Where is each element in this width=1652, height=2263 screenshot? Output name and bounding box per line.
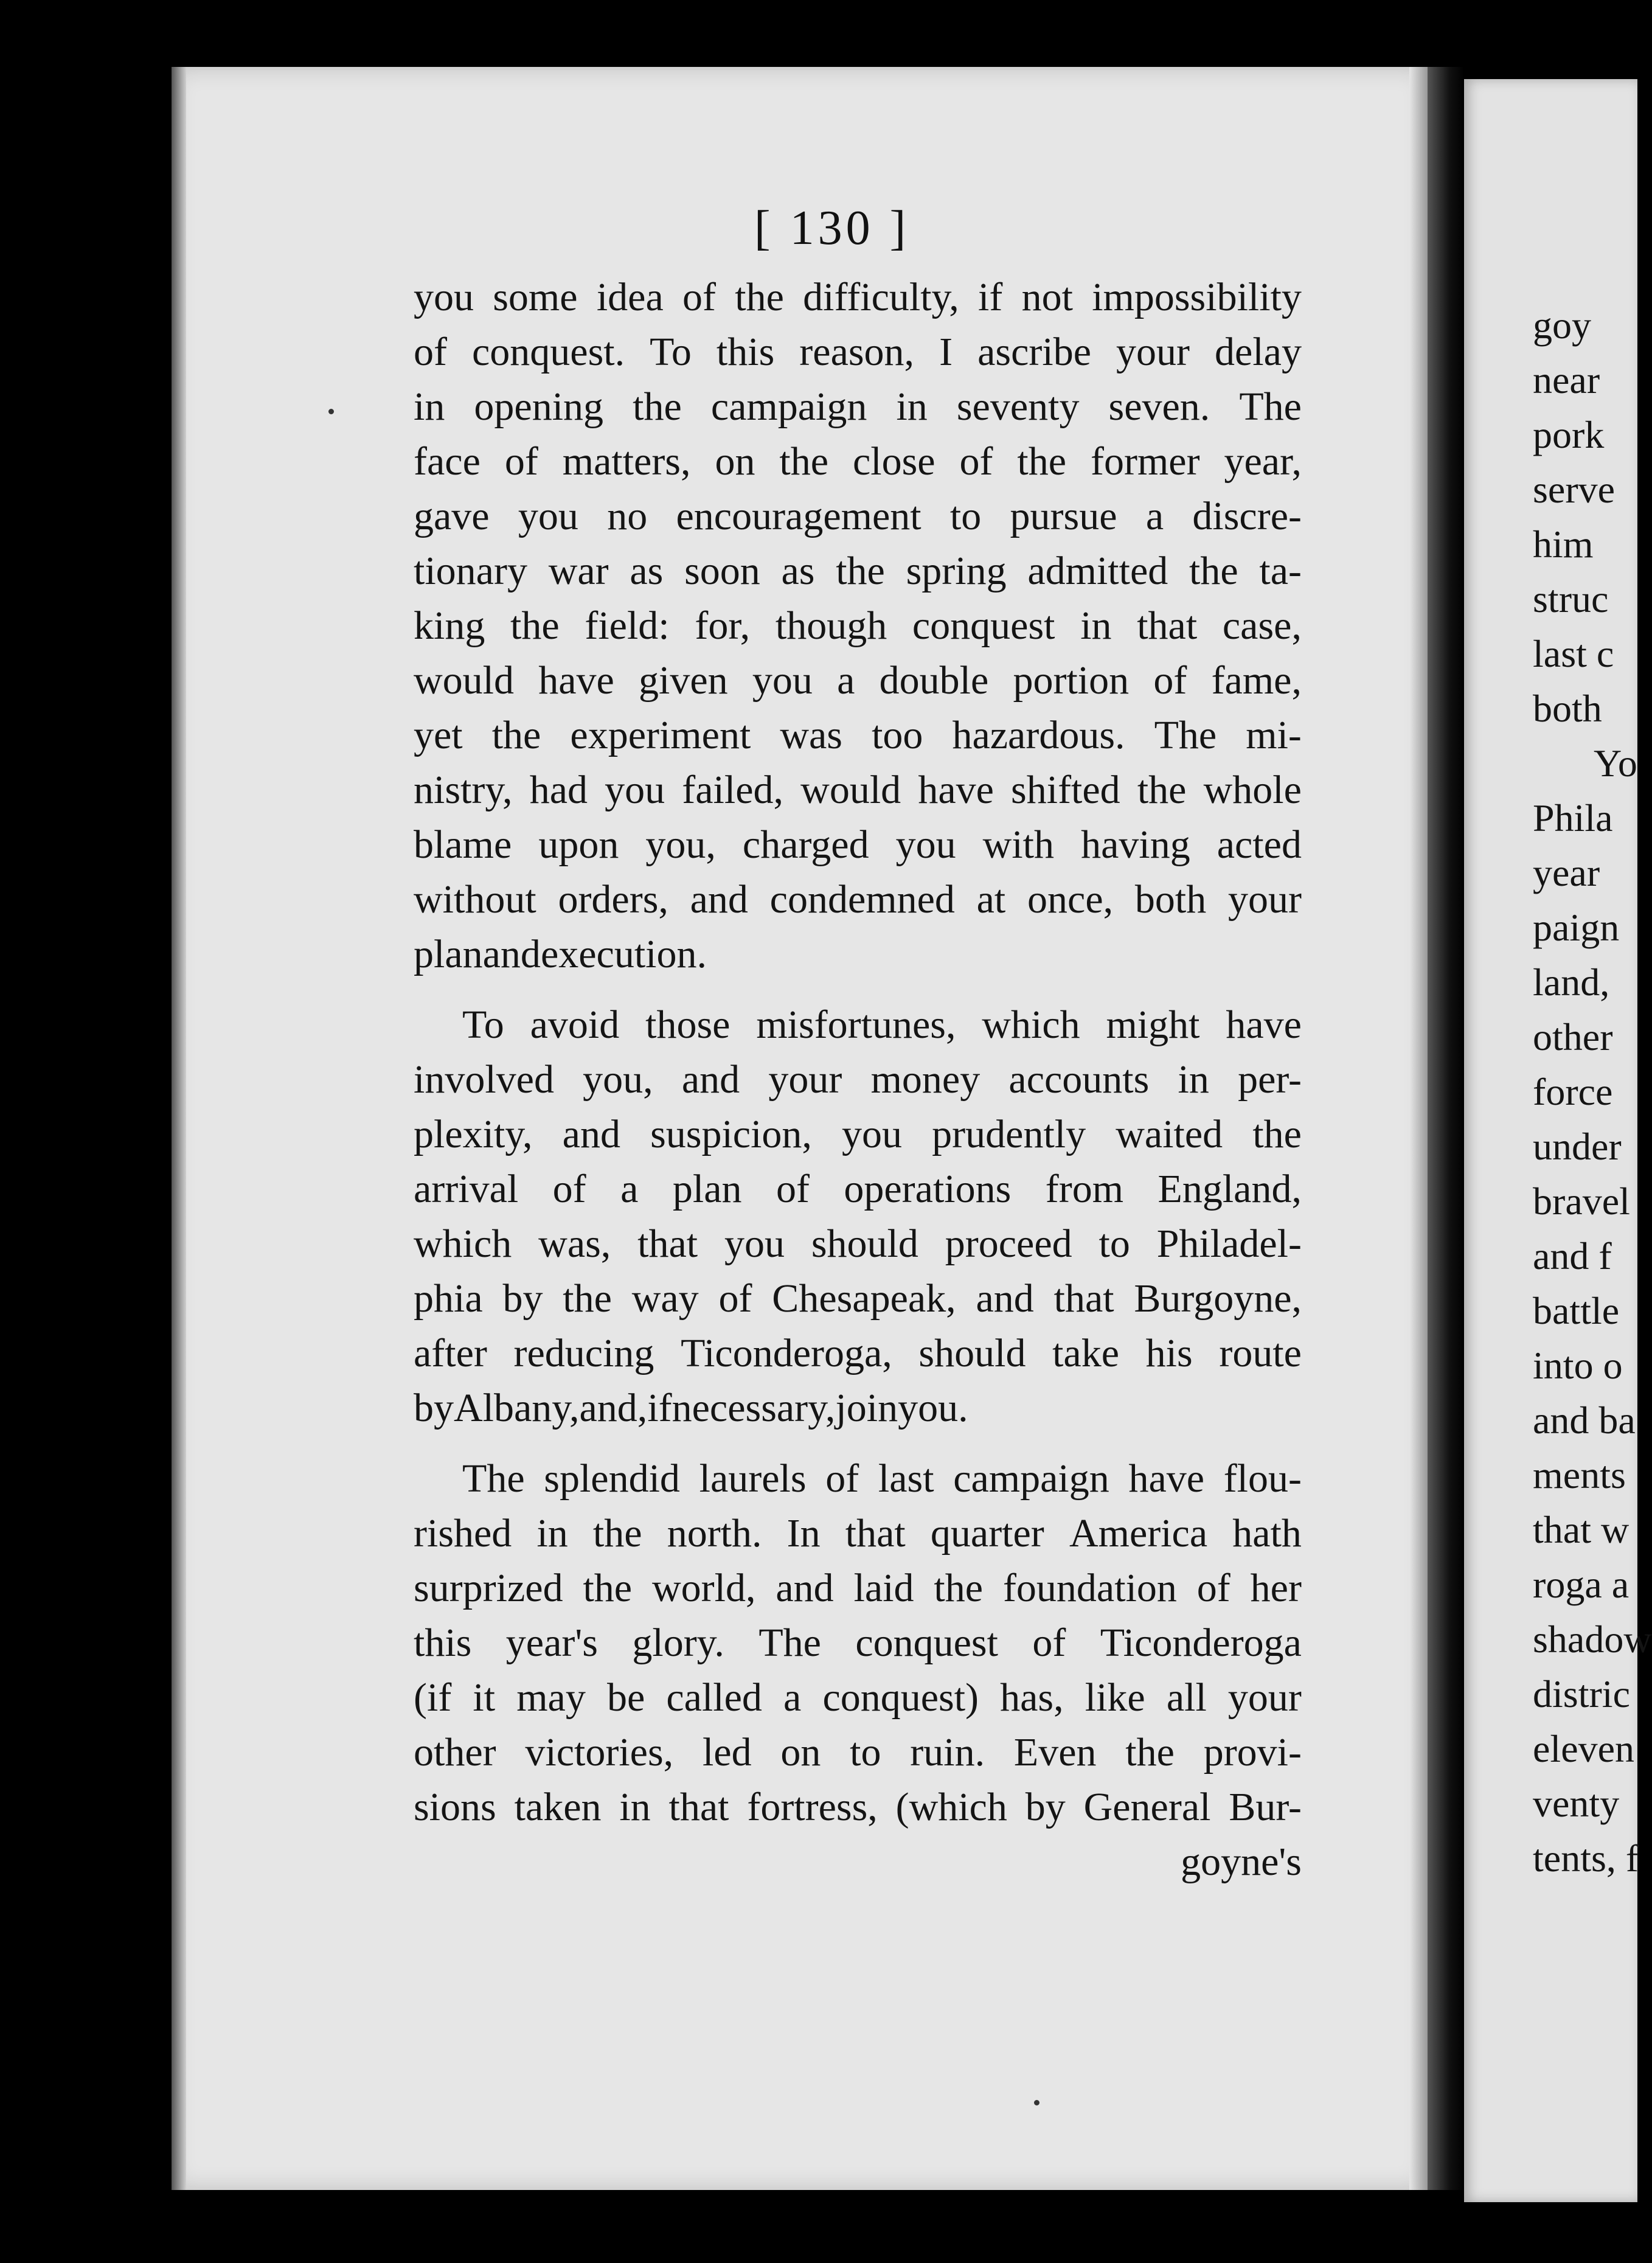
facing-page-line: near	[1533, 358, 1600, 401]
facing-page-line: shadow	[1533, 1618, 1652, 1661]
facing-page-line: eleven	[1533, 1727, 1634, 1770]
word: those	[645, 1003, 731, 1047]
facing-page-line: under	[1533, 1125, 1622, 1168]
word: other	[414, 1730, 496, 1775]
facing-page-line: force	[1533, 1070, 1613, 1113]
word: surprized	[414, 1566, 563, 1610]
word: charged	[742, 822, 869, 867]
text-line	[414, 708, 1302, 763]
facing-page-line: him	[1533, 523, 1594, 566]
word: this	[414, 1621, 472, 1665]
text-line	[414, 1561, 1302, 1616]
word: for,	[695, 603, 751, 648]
word: and	[562, 1112, 620, 1156]
word: suspicion,	[650, 1112, 812, 1156]
word: flou-	[1223, 1456, 1302, 1501]
word: the	[1017, 439, 1067, 484]
word: I	[939, 330, 953, 374]
text-line	[414, 1670, 1302, 1725]
word: in	[1080, 603, 1112, 648]
word: of	[776, 1167, 810, 1211]
word: not	[1021, 275, 1073, 319]
text-line	[414, 1725, 1302, 1780]
word: seven.	[1108, 384, 1210, 429]
word: former	[1091, 439, 1200, 484]
word: had	[529, 768, 588, 812]
word: close	[852, 439, 935, 484]
word: in	[896, 384, 928, 429]
word: provi-	[1203, 1730, 1302, 1775]
word: though	[775, 603, 887, 648]
word: like	[1085, 1675, 1145, 1720]
facing-page-line: distric	[1533, 1672, 1630, 1715]
word: shifted	[1011, 768, 1120, 812]
word: king	[414, 603, 485, 648]
word: laurels	[699, 1456, 807, 1501]
word: Even	[1013, 1730, 1097, 1775]
word: her	[1250, 1566, 1302, 1610]
word: that	[1053, 1276, 1114, 1321]
word: double	[879, 658, 989, 703]
word: which	[414, 1222, 512, 1266]
word: in	[619, 1785, 651, 1829]
word: world,	[652, 1566, 756, 1610]
word: The	[1154, 713, 1217, 757]
word: which	[982, 1003, 1080, 1047]
word: you	[518, 494, 578, 538]
word: may	[516, 1675, 586, 1720]
word: the	[491, 713, 541, 757]
word: war	[548, 549, 609, 593]
word: some	[493, 275, 578, 319]
word: you.	[898, 1386, 968, 1430]
word: that	[637, 1222, 698, 1266]
word: might	[1106, 1003, 1200, 1047]
word: per-	[1238, 1057, 1302, 1102]
text-line	[414, 434, 1302, 489]
word: conquest.	[472, 330, 625, 374]
word: the	[563, 1276, 612, 1321]
word: north.	[667, 1511, 762, 1556]
text-line	[414, 1451, 1302, 1506]
word: plan	[414, 932, 483, 976]
word: rished	[414, 1511, 512, 1556]
word: a	[620, 1167, 639, 1211]
word: condemned	[769, 877, 955, 922]
word: ruin.	[910, 1730, 985, 1775]
word: be	[606, 1675, 645, 1720]
word: of	[718, 1276, 752, 1321]
facing-page-line: venty	[1533, 1782, 1620, 1825]
paragraph-gap	[414, 982, 1302, 998]
word: admitted	[1027, 549, 1168, 593]
word: your	[768, 1057, 842, 1102]
word: taken	[514, 1785, 602, 1829]
word: matters,	[562, 439, 691, 484]
word: idea	[596, 275, 664, 319]
word: plan	[672, 1167, 742, 1211]
word: from	[1045, 1167, 1124, 1211]
print-speck	[328, 409, 334, 414]
facing-page-line: goy	[1533, 304, 1591, 347]
word: after	[414, 1331, 487, 1375]
word: America	[1069, 1511, 1208, 1556]
text-line	[414, 927, 1302, 982]
facing-page-line: other	[1533, 1015, 1613, 1058]
word: Bur-	[1229, 1785, 1302, 1829]
word: to	[949, 494, 982, 538]
word: Ticonderoga,	[681, 1331, 892, 1375]
word: given	[639, 658, 728, 703]
word: encouragement	[676, 494, 921, 538]
word: of	[1032, 1621, 1066, 1665]
word: pursue	[1010, 494, 1117, 538]
catchword: goyne's	[1181, 1840, 1302, 1884]
word: To	[650, 330, 692, 374]
word: The	[758, 1621, 821, 1665]
text-line	[414, 1271, 1302, 1326]
text-line	[414, 270, 1302, 325]
word: the	[592, 1511, 642, 1556]
word: by	[414, 1386, 454, 1430]
word: you	[605, 768, 665, 812]
word: splendid	[544, 1456, 680, 1501]
word: the	[583, 1566, 633, 1610]
word: conquest)	[822, 1675, 979, 1720]
word: a	[837, 658, 855, 703]
word: that	[668, 1785, 729, 1829]
word: on	[780, 1730, 821, 1775]
word: both	[1134, 877, 1207, 922]
facing-page-line: ments	[1533, 1453, 1626, 1496]
word: mi-	[1246, 713, 1302, 757]
word: of	[1153, 658, 1187, 703]
word: and	[690, 877, 748, 922]
word: should	[811, 1222, 918, 1266]
word: the	[735, 275, 784, 319]
word: conquest	[912, 603, 1055, 648]
word: of	[504, 439, 538, 484]
word: by	[502, 1276, 543, 1321]
word: and	[482, 932, 541, 976]
word: join	[835, 1386, 898, 1430]
word: campaign	[953, 1456, 1109, 1501]
facing-page-line: both	[1533, 687, 1602, 730]
word: avoid	[530, 1003, 620, 1047]
word: misfortunes,	[756, 1003, 956, 1047]
word: hazardous.	[952, 713, 1125, 757]
text-line	[414, 1616, 1302, 1670]
text-line	[414, 818, 1302, 872]
word: reason,	[799, 330, 915, 374]
word: of	[1196, 1566, 1230, 1610]
word: of	[414, 330, 447, 374]
word: quarter	[930, 1511, 1044, 1556]
word: money	[870, 1057, 980, 1102]
word: orders,	[558, 877, 668, 922]
word: route	[1219, 1331, 1302, 1375]
word: take	[1052, 1331, 1120, 1375]
word: whole	[1203, 768, 1302, 812]
word: the	[510, 603, 560, 648]
word: you	[752, 658, 813, 703]
word: seventy	[956, 384, 1080, 429]
word: Ticonderoga	[1100, 1621, 1302, 1665]
text-line	[414, 1506, 1302, 1561]
word: was,	[538, 1222, 611, 1266]
text-line	[414, 1326, 1302, 1381]
word: would	[414, 658, 514, 703]
facing-page-line: and f	[1533, 1234, 1612, 1278]
text-line	[414, 1780, 1302, 1835]
word: case,	[1222, 603, 1302, 648]
word: necessary,	[672, 1386, 836, 1430]
word: you	[414, 275, 474, 319]
word: if	[647, 1386, 672, 1430]
word: have	[1128, 1456, 1205, 1501]
word: in	[536, 1511, 568, 1556]
word: this	[716, 330, 775, 374]
word: the	[779, 439, 829, 484]
word: of	[552, 1167, 586, 1211]
word: your	[1227, 1675, 1302, 1720]
word: once,	[1027, 877, 1114, 922]
word: the	[1125, 1730, 1175, 1775]
facing-page-text	[1533, 298, 1652, 1886]
word: last	[878, 1456, 934, 1501]
word: at	[976, 877, 1006, 922]
word: tionary	[414, 549, 527, 593]
word: upon	[538, 822, 619, 867]
word: of	[959, 439, 993, 484]
word: victories,	[525, 1730, 674, 1775]
word: no	[607, 494, 648, 538]
word: accounts	[1008, 1057, 1150, 1102]
word: with	[982, 822, 1055, 867]
page-body-text	[414, 270, 1302, 1889]
word: phia	[414, 1276, 483, 1321]
facing-page-line: Yo	[1594, 742, 1637, 785]
word: to	[850, 1730, 881, 1775]
word: spring	[906, 549, 1007, 593]
word: involved	[414, 1057, 554, 1102]
word: glory.	[632, 1621, 724, 1665]
word: to	[1098, 1222, 1130, 1266]
word: hath	[1232, 1511, 1302, 1556]
text-line	[414, 1107, 1302, 1162]
word: acted	[1216, 822, 1302, 867]
word: the	[934, 1566, 984, 1610]
word: and	[976, 1276, 1034, 1321]
word: that	[845, 1511, 906, 1556]
text-line	[414, 1217, 1302, 1271]
word: and	[776, 1566, 834, 1610]
word: operations	[844, 1167, 1012, 1211]
word: reducing	[513, 1331, 654, 1375]
facing-page-line: serve	[1533, 468, 1616, 511]
word: Philadel-	[1156, 1222, 1302, 1266]
word: face	[414, 439, 481, 484]
text-line	[414, 653, 1302, 708]
word: blame	[414, 822, 512, 867]
facing-page-line: roga a	[1533, 1563, 1629, 1606]
word: in	[1178, 1057, 1209, 1102]
word: and	[681, 1057, 740, 1102]
word: have	[1226, 1003, 1302, 1047]
word: year,	[1224, 439, 1302, 484]
word: field:	[585, 603, 670, 648]
word: the	[836, 549, 885, 593]
facing-page-line: paign	[1533, 906, 1620, 949]
word: it	[473, 1675, 496, 1720]
word: your	[1116, 330, 1190, 374]
word: if	[978, 275, 1003, 319]
word: the	[1252, 1112, 1302, 1156]
word: fame,	[1211, 658, 1302, 703]
word: should	[918, 1331, 1026, 1375]
text-line	[414, 763, 1302, 818]
word: The	[462, 1456, 525, 1501]
word: as	[630, 549, 664, 593]
word: plexity,	[414, 1112, 533, 1156]
text-line	[414, 544, 1302, 599]
word: all	[1166, 1675, 1207, 1720]
facing-page-line: pork	[1533, 413, 1605, 456]
word: you	[895, 822, 956, 867]
word: nistry,	[414, 768, 513, 812]
word: prudently	[932, 1112, 1086, 1156]
word: In	[786, 1511, 821, 1556]
word: ascribe	[977, 330, 1091, 374]
word: a	[783, 1675, 802, 1720]
word: experiment	[570, 713, 751, 757]
text-line	[414, 1162, 1302, 1217]
word: you,	[583, 1057, 653, 1102]
word: has,	[1000, 1675, 1064, 1720]
word: and,	[579, 1386, 648, 1430]
word: foundation	[1002, 1566, 1177, 1610]
facing-page-line: year	[1533, 851, 1600, 894]
word: your	[1227, 877, 1302, 922]
text-line	[414, 325, 1302, 380]
word: yet	[414, 713, 463, 757]
word: The	[1239, 384, 1302, 429]
facing-page-line: and ba	[1533, 1399, 1636, 1442]
word: failed,	[682, 768, 784, 812]
word: General	[1083, 1785, 1211, 1829]
word: ta-	[1259, 549, 1302, 593]
word: delay	[1215, 330, 1302, 374]
facing-page-line: Phila	[1533, 796, 1613, 839]
word: conquest	[855, 1621, 998, 1665]
word: impossibility	[1092, 275, 1302, 319]
word: fortress,	[747, 1785, 878, 1829]
word: the	[1189, 549, 1238, 593]
word: way	[631, 1276, 699, 1321]
word: too	[872, 713, 923, 757]
paragraph-gap	[414, 1436, 1302, 1451]
print-speck	[1034, 2100, 1039, 2105]
word: as	[781, 549, 815, 593]
word: To	[462, 1003, 504, 1047]
word: opening	[474, 384, 604, 429]
word: you	[724, 1222, 785, 1266]
text-line	[414, 872, 1302, 927]
word: was	[780, 713, 842, 757]
word: discre-	[1192, 494, 1302, 538]
text-line	[414, 998, 1302, 1052]
word: led	[702, 1730, 752, 1775]
facing-page-line: battle	[1533, 1289, 1620, 1332]
word: Burgoyne,	[1134, 1276, 1302, 1321]
word: difficulty,	[803, 275, 959, 319]
word: portion	[1013, 658, 1130, 703]
word: Albany,	[454, 1386, 580, 1430]
word: execution.	[540, 932, 707, 976]
word: waited	[1116, 1112, 1223, 1156]
word: laid	[853, 1566, 914, 1610]
word: of	[825, 1456, 859, 1501]
word: campaign	[710, 384, 867, 429]
word: (if	[414, 1675, 452, 1720]
word: called	[666, 1675, 762, 1720]
word: soon	[684, 549, 760, 593]
word: that	[1137, 603, 1198, 648]
word: would	[800, 768, 901, 812]
word: (which	[895, 1785, 1007, 1829]
facing-page-line: tents, f	[1533, 1837, 1639, 1880]
word: having	[1081, 822, 1190, 867]
word: England,	[1157, 1167, 1302, 1211]
word: have	[918, 768, 994, 812]
facing-page-line: into o	[1533, 1344, 1623, 1387]
book-gutter	[1428, 67, 1464, 2190]
word: on	[715, 439, 755, 484]
word: proceed	[945, 1222, 1072, 1266]
text-line	[414, 1052, 1302, 1107]
facing-page-line: bravel	[1533, 1180, 1630, 1223]
text-line	[414, 489, 1302, 544]
facing-page-line: struc	[1533, 577, 1609, 620]
text-line	[414, 380, 1302, 434]
facing-page-line: that w	[1533, 1508, 1629, 1551]
word: year's	[505, 1621, 598, 1665]
word: Chesapeak,	[772, 1276, 956, 1321]
word: gave	[414, 494, 490, 538]
facing-page-line: last c	[1533, 632, 1614, 675]
word: his	[1145, 1331, 1193, 1375]
word: the	[633, 384, 682, 429]
word: in	[414, 384, 445, 429]
word: sions	[414, 1785, 496, 1829]
word: the	[1137, 768, 1187, 812]
word: a	[1145, 494, 1164, 538]
page-number: [ 130 ]	[754, 201, 910, 255]
word: have	[538, 658, 614, 703]
text-line	[414, 599, 1302, 653]
word: you	[842, 1112, 903, 1156]
word: of	[682, 275, 716, 319]
word: you,	[645, 822, 716, 867]
facing-page-line: land,	[1533, 961, 1610, 1004]
word: by	[1025, 1785, 1066, 1829]
word: arrival	[414, 1167, 519, 1211]
text-line	[414, 1381, 1302, 1436]
word: without	[414, 877, 536, 922]
